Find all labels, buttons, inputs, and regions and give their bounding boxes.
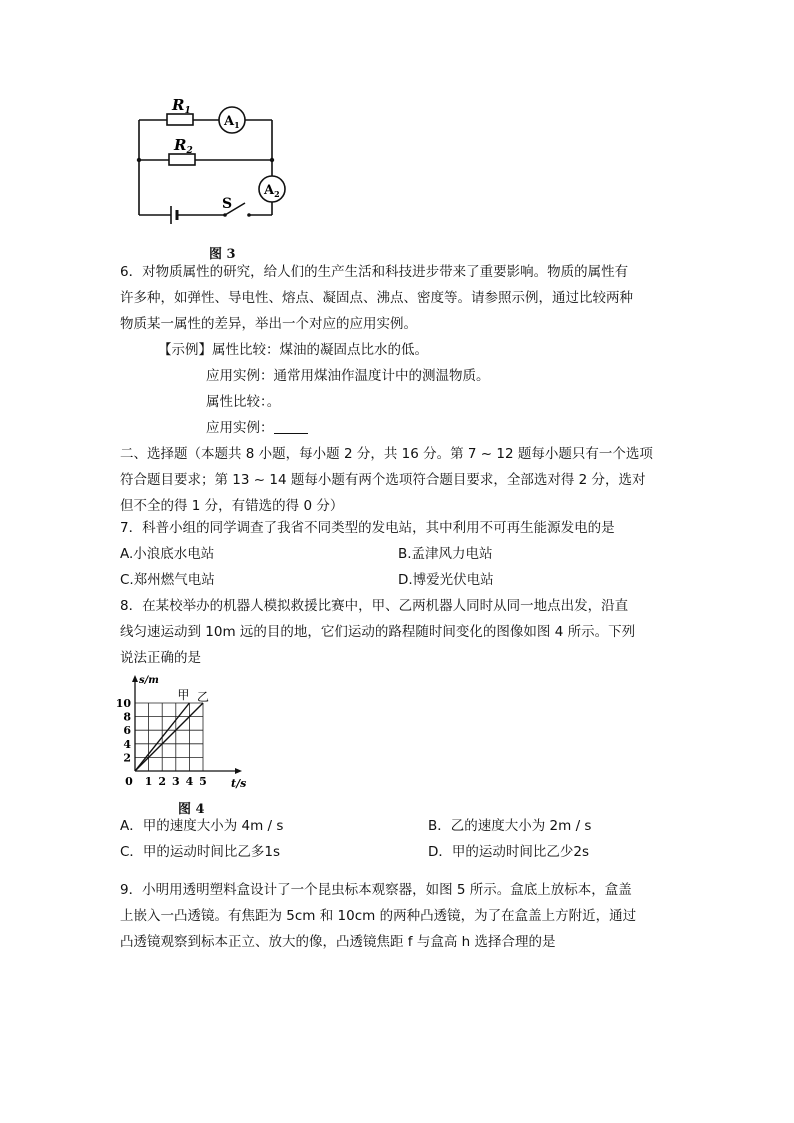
q8-option-a[interactable]: A．甲的速度大小为 4m / s: [120, 818, 284, 834]
y-axis-arrow: [132, 675, 138, 682]
x-tick-label: 5: [199, 775, 207, 788]
q8-option-c[interactable]: C．甲的运动时间比乙多1s: [120, 844, 281, 860]
switch-label: S: [222, 196, 233, 212]
figure-4-caption: 图 4: [178, 802, 205, 817]
a2-label: A: [264, 183, 275, 198]
q6-line-1: 6．对物质属性的研究，给人们的生产生活和科技进步带来了重要影响。物质的属性有: [120, 264, 629, 280]
q6-example-apply: 应用实例：通常用煤油作温度计中的测温物质。: [206, 368, 490, 384]
figure-3-caption: 图 3: [209, 247, 236, 262]
q6-apply-blank[interactable]: [274, 419, 308, 434]
r2-label: R: [174, 136, 187, 154]
r1-label: R: [172, 96, 185, 114]
y-tick-label: 4: [123, 737, 131, 751]
q6-apply: 应用实例：: [206, 420, 274, 436]
y-tick-label: 2: [123, 751, 131, 765]
q8-line-3: 说法正确的是: [120, 650, 201, 666]
x-tick-label: 0: [125, 775, 133, 788]
q6-apply-row: [206, 418, 308, 438]
svg-text:A1: $A_1$: [224, 114, 240, 130]
q6-line-3: 物质某一属性的差异，举出一个对应的应用实例。: [120, 316, 417, 332]
x-axis-title: t/s: [231, 777, 247, 790]
chart-figure-4: [115, 674, 255, 804]
svg-text:A2: $A_2$: [264, 183, 280, 199]
q8-option-b[interactable]: B．乙的速度大小为 2m / s: [428, 818, 592, 834]
x-tick-label: 3: [171, 775, 180, 788]
section2-line-2: 符合题目要求；第 13 ~ 14 题每小题有两个选项符合题目要求，全部选对得 2 分，选对: [120, 472, 646, 488]
x-tick-label: 2: [158, 775, 167, 788]
y-tick-label: 8: [123, 710, 131, 724]
x-tick-label: 4: [185, 775, 194, 788]
q7-option-b[interactable]: B.孟津风力电站: [398, 546, 493, 562]
q8-line-1: 8．在某校举办的机器人模拟救援比赛中，甲、乙两机器人同时从同一地点出发，沿直: [120, 598, 629, 614]
series-label-yi: 乙: [197, 690, 210, 704]
series-label-jia: 甲: [177, 688, 190, 702]
q8-line-2: 线匀速运动到 10m 远的目的地，它们运动的路程随时间变化的图像如图 4 所示。下列: [120, 624, 636, 640]
section2-line-1: 二、选择题（本题共 8 小题，每小题 2 分，共 16 分。第 7 ~ 12 题每小题只有一个选项: [120, 446, 653, 462]
x-tick-label: 1: [144, 775, 153, 788]
svg-text:R2: $R_2$: [174, 136, 193, 156]
x-axis-arrow: [235, 768, 242, 774]
a1-label: A: [224, 114, 235, 129]
y-axis-title: s/m: [139, 675, 159, 686]
q7-option-d[interactable]: D.博爱光伏电站: [398, 572, 494, 588]
q7-option-c[interactable]: C.郑州燃气电站: [120, 572, 215, 588]
series-line-yi: [135, 703, 203, 771]
q6-example-compare: 【示例】属性比较：煤油的凝固点比水的低。: [158, 342, 428, 358]
section2-line-3: 但不全的得 1 分，有错选的得 0 分）: [120, 498, 344, 514]
q6-compare: 属性比较：。: [206, 394, 281, 410]
q9-line-2: 上嵌入一凸透镜。有焦距为 5cm 和 10cm 的两种凸透镜，为了在盒盖上方附近，通过: [120, 908, 637, 924]
q9-line-3: 凸透镜观察到标本正立、放大的像，凸透镜焦距 f 与盒高 h 选择合理的是: [120, 934, 556, 950]
q8-option-d[interactable]: D．甲的运动时间比乙少2s: [428, 844, 590, 860]
q9-line-1: 9．小明用透明塑料盒设计了一个昆虫标本观察器，如图 5 所示。盒底上放标本，盒盖: [120, 882, 632, 898]
svg-text:R1: $R_1$: [172, 96, 191, 116]
q6-line-2: 许多种，如弹性、导电性、熔点、凝固点、沸点、密度等。请参照示例，通过比较两种: [120, 290, 633, 306]
y-tick-label: 10: [115, 697, 131, 710]
circuit-figure-3: [125, 90, 300, 225]
q7-stem: 7．科普小组的同学调查了我省不同类型的发电站，其中利用不可再生能源发电的是: [120, 520, 615, 536]
q7-option-a[interactable]: A.小浪底水电站: [120, 546, 215, 562]
y-tick-label: 6: [123, 724, 131, 738]
